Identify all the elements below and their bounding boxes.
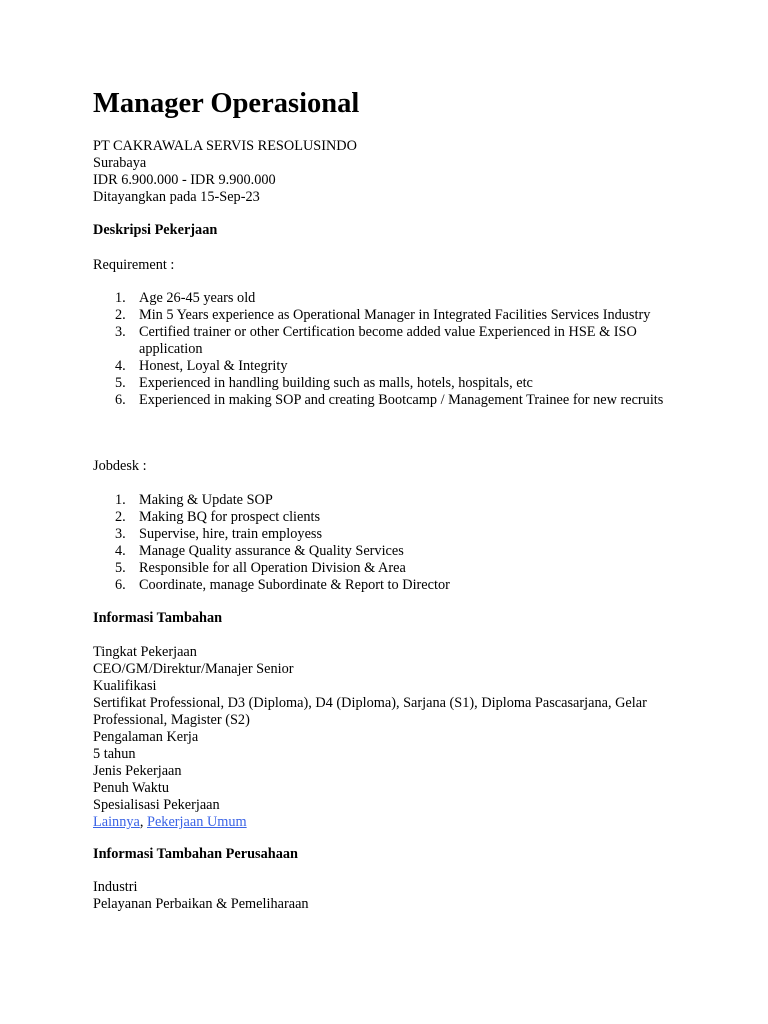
job-level-label: Tingkat Pekerjaan bbox=[93, 644, 197, 660]
list-number: 1. bbox=[115, 492, 126, 508]
jobdesk-text: Coordinate, manage Subordinate & Report to Director bbox=[139, 577, 450, 593]
additional-info-heading: Informasi Tambahan bbox=[93, 610, 223, 626]
company-name: PT CAKRAWALA SERVIS RESOLUSINDO bbox=[93, 138, 357, 154]
job-level-value: CEO/GM/Direktur/Manajer Senior bbox=[93, 661, 294, 677]
job-type-label: Jenis Pekerjaan bbox=[93, 763, 182, 779]
specialization-link-pekerjaan-umum[interactable]: Pekerjaan Umum bbox=[147, 814, 247, 830]
requirement-text: Experienced in making SOP and creating Bootcamp / Management Trainee for new recruits bbox=[139, 392, 664, 408]
specialization-separator: , bbox=[139, 814, 147, 830]
requirement-text: Honest, Loyal & Integrity bbox=[139, 358, 288, 374]
list-item bbox=[93, 375, 669, 392]
specialization-link-lainnya[interactable]: Lainnya bbox=[93, 814, 140, 830]
company-info-heading: Informasi Tambahan Perusahaan bbox=[93, 846, 298, 862]
list-item bbox=[93, 577, 669, 594]
specialization-label: Spesialisasi Pekerjaan bbox=[93, 797, 220, 813]
list-item bbox=[93, 509, 669, 526]
job-summary bbox=[93, 138, 673, 206]
page-title: Manager Operasional bbox=[93, 88, 360, 119]
list-number: 5. bbox=[115, 375, 126, 391]
experience-value: 5 tahun bbox=[93, 746, 136, 762]
list-item bbox=[93, 392, 669, 409]
experience-label: Pengalaman Kerja bbox=[93, 729, 199, 745]
list-item bbox=[93, 543, 669, 560]
jobdesk-list bbox=[93, 492, 673, 594]
industry-value: Pelayanan Perbaikan & Pemeliharaan bbox=[93, 896, 309, 912]
list-number: 3. bbox=[115, 324, 126, 340]
list-number: 5. bbox=[115, 560, 126, 576]
list-number: 2. bbox=[115, 307, 126, 323]
posted-date: Ditayangkan pada 15-Sep-23 bbox=[93, 189, 260, 205]
list-number: 6. bbox=[115, 577, 126, 593]
jobdesk-text: Supervise, hire, train employess bbox=[139, 526, 323, 542]
additional-info-details bbox=[93, 644, 673, 831]
qualification-label: Kualifikasi bbox=[93, 678, 157, 694]
list-item bbox=[93, 290, 669, 307]
qualification-value: Sertifikat Professional, D3 (Diploma), D4 (Diploma), Sarjana (S1), Diploma Pascasarjana, Gelar Professional, Magister (S2) bbox=[93, 695, 647, 728]
jobdesk-text: Manage Quality assurance & Quality Services bbox=[139, 543, 404, 559]
list-number: 4. bbox=[115, 358, 126, 374]
requirement-text: Min 5 Years experience as Operational Manager in Integrated Facilities Services Industry bbox=[139, 307, 651, 323]
jobdesk-label: Jobdesk : bbox=[93, 458, 147, 474]
job-location: Surabaya bbox=[93, 155, 147, 171]
list-item bbox=[93, 526, 669, 543]
requirement-text: Certified trainer or other Certification become added value Experienced in HSE & ISO application bbox=[139, 324, 637, 357]
description-heading: Deskripsi Pekerjaan bbox=[93, 222, 218, 238]
job-type-value: Penuh Waktu bbox=[93, 780, 170, 796]
requirement-text: Experienced in handling building such as malls, hotels, hospitals, etc bbox=[139, 375, 533, 391]
list-item bbox=[93, 358, 669, 375]
requirements-list bbox=[93, 290, 673, 409]
salary-range: IDR 6.900.000 - IDR 9.900.000 bbox=[93, 172, 276, 188]
specialization-links bbox=[93, 814, 673, 831]
requirement-label: Requirement : bbox=[93, 257, 175, 273]
list-number: 1. bbox=[115, 290, 126, 306]
industry-label: Industri bbox=[93, 879, 138, 895]
list-item bbox=[93, 324, 669, 358]
list-number: 3. bbox=[115, 526, 126, 542]
jobdesk-text: Making & Update SOP bbox=[139, 492, 273, 508]
requirement-text: Age 26-45 years old bbox=[139, 290, 256, 306]
jobdesk-text: Responsible for all Operation Division & Area bbox=[139, 560, 406, 576]
list-number: 2. bbox=[115, 509, 126, 525]
list-item bbox=[93, 492, 669, 509]
jobdesk-text: Making BQ for prospect clients bbox=[139, 509, 321, 525]
list-number: 4. bbox=[115, 543, 126, 559]
list-item bbox=[93, 307, 669, 324]
list-number: 6. bbox=[115, 392, 126, 408]
company-info-details bbox=[93, 879, 673, 913]
list-item bbox=[93, 560, 669, 577]
